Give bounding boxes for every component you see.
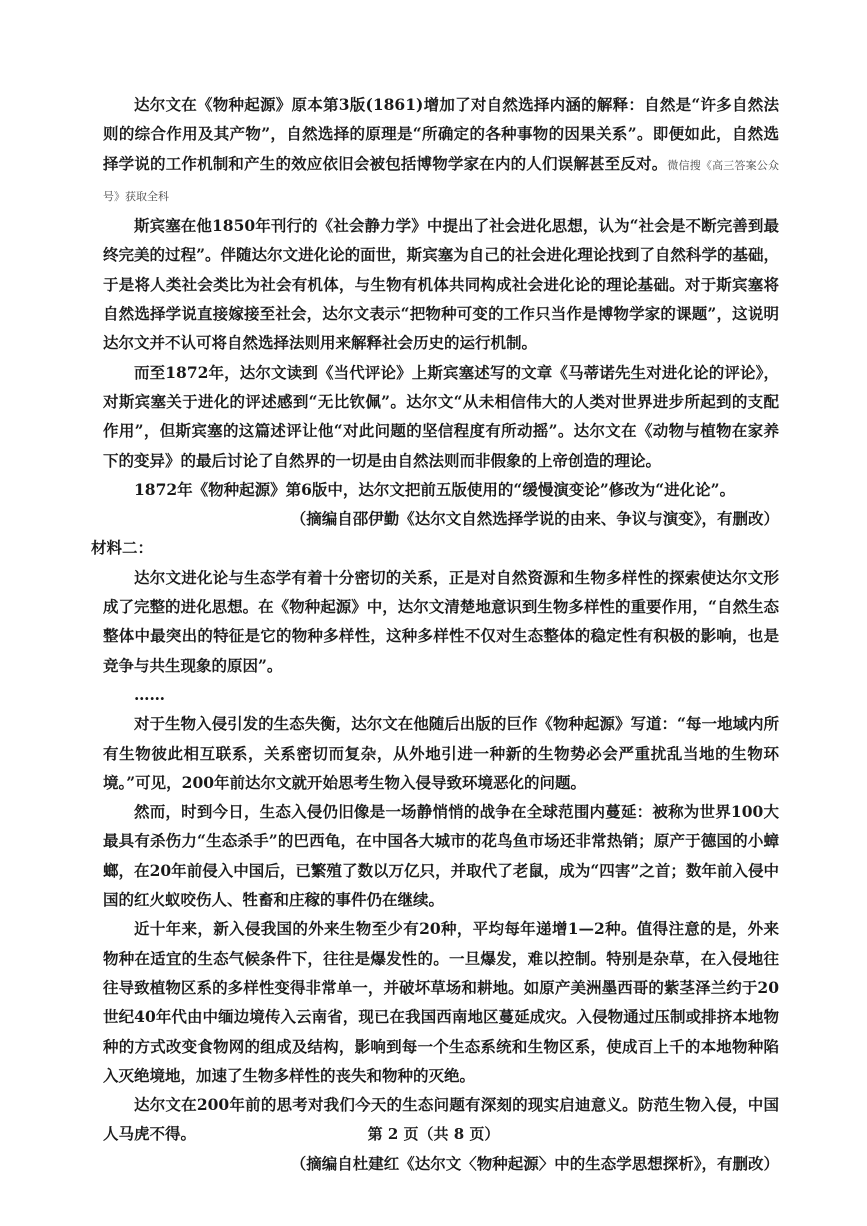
- page-number-footer: 第 2 页（共 8 页）: [367, 1125, 500, 1143]
- paragraph-3: 而至1872年，达尔文读到《当代评论》上斯宾塞述写的文章《马蒂诺先生对进化论的评论》，对斯宾塞关于进化的评述感到“无比钦佩”。达尔文“从未相信伟大的人类对世界进步所起到的支配作用”，但斯宾塞的这篇述评让他“对此问题的坚信程度有所动摇”。达尔文在《动物与植物在家养下的变异》的最后讨论了自然界的一切是由自然法则而非假象的上帝创造的理论。: [103, 362, 779, 470]
- paragraph-7: 然而，时到今日，生态入侵仍旧像是一场静悄悄的战争在全球范围内蔓延：被称为世界100大最具有杀伤力“生态杀手”的巴西龟，在中国各大城市的花鸟鱼市场还非常热销；原产于德国的小蟑螂，在20年前侵入中国后，已繁殖了数以万亿只，并取代了老鼠，成为“四害”之首；数年前入侵中国的红火蚁咬伤人、牲畜和庄稼的事件仍在继续。: [103, 802, 779, 910]
- omission-ellipsis: ……: [134, 684, 165, 704]
- document-body: [91, 90, 779, 1178]
- source-citation-1: （摘编自邵伊勤《达尔文自然选择学说的由来、争议与演变》，有删改）: [290, 509, 779, 529]
- paragraph-5: 达尔文进化论与生态学有着十分密切的关系，正是对自然资源和生物多样性的探索使达尔文形成了完整的进化思想。在《物种起源》中，达尔文清楚地意识到生物多样性的重要作用，“自然生态整体中最突出的特征是它的物种多样性，这种多样性不仅对生态整体的稳定性有积极的影响，也是竞争与共生现象的原因”。: [103, 567, 779, 675]
- section-heading-material-2: 材料二：: [91, 538, 154, 558]
- wechat-note: 微信搜《高三答案公众号》获取全科: [103, 158, 779, 203]
- source-citation-2: （摘编自杜建红《达尔文〈物种起源〉中的生态学思想探析》，有删改）: [290, 1153, 779, 1173]
- paragraph-2: 斯宾塞在他1850年刊行的《社会静力学》中提出了社会进化思想，认为“社会是不断完善到最终完美的过程”。伴随达尔文进化论的面世，斯宾塞为自己的社会进化理论找到了自然科学的基础，于是将人类社会类比为社会有机体，与生物有机体共同构成社会进化论的理论基础。对于斯宾塞将自然选择学说直接嫁接至社会，达尔文表示“把物种可变的工作只当作是博物学家的课题”，这说明达尔文并不认可将自然选择法则用来解释社会历史的运行机制。: [103, 216, 779, 353]
- paragraph-1: [103, 90, 779, 211]
- paragraph-9: 达尔文在200年前的思考对我们今天的生态问题有深刻的现实启迪意义。防范生物入侵，中国人马虎不得。: [103, 1095, 779, 1144]
- paragraph-6: 对于生物入侵引发的生态失衡，达尔文在他随后出版的巨作《物种起源》写道：“每一地域内所有生物彼此相互联系，关系密切而复杂，从外地引进一种新的生物势必会严重扰乱当地的生物环境。”可见，200年前达尔文就开始思考生物入侵导致环境恶化的问题。: [103, 714, 779, 792]
- paragraph-8: 近十年来，新入侵我国的外来生物至少有20种，平均每年递增1—2种。值得注意的是，外来物种在适宜的生态气候条件下，往往是爆发性的。一旦爆发，难以控制。特别是杂草，在入侵地往往导致植物区系的多样性变得非常单一，并破坏草场和耕地。如原产美洲墨西哥的紫茎泽兰约于20世纪40年代由中缅边境传入云南省，现已在我国西南地区蔓延成灾。入侵物通过压制或排挤本地物种的方式改变食物网的组成及结构，影响到每一个生态系统和生物区系，使成百上千的本地物种陷入灭绝境地，加速了生物多样性的丧失和物种的灭绝。: [103, 919, 779, 1085]
- paragraph-4: 1872年《物种起源》第6版中，达尔文把前五版使用的“缓慢演变论”修改为“进化论”。: [134, 479, 736, 499]
- paragraph-1-text: 达尔文在《物种起源》原本第3版(1861)增加了对自然选择内涵的解释：自然是“许多自然法则的综合作用及其产物”，自然选择的原理是“所确定的各种事物的因果关系”。即便如此，自然选择学说的工作机制和产生的效应依旧会被包括博物学家在内的人们误解甚至反对。: [103, 95, 779, 173]
